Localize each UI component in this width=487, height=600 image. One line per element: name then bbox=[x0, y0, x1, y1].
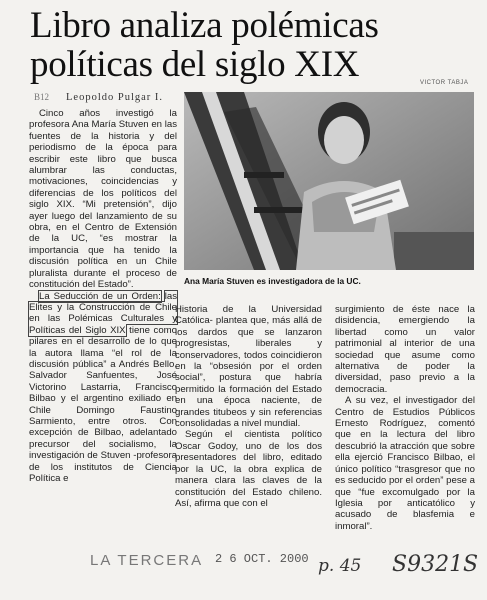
paragraph: surgimiento de éste nace la disidencia, emergiendo la libertad como un valor patrimonial al interior de una sociedad que asume como alternativa de poder la diversidad, paso previo a la democracia. bbox=[335, 304, 475, 395]
paragraph: Según el cientista político Oscar Godoy, uno de los dos presentadores del libro, editado por la UC, la obra explica de manera clara las claves de la constitución del Estado chileno. Así, afirma que con el bbox=[175, 429, 322, 509]
byline: Leopoldo Pulgar I. bbox=[66, 92, 164, 103]
page-number-note: p. 45 bbox=[318, 556, 362, 576]
paragraph bbox=[29, 291, 177, 485]
photo-credit: VICTOR TABJA bbox=[420, 80, 469, 86]
author-photo bbox=[184, 92, 474, 270]
archive-code-note: S9321S bbox=[392, 552, 479, 577]
paragraph: Cinco años investigó la profesora Ana María Stuven en las fuentes de la historia y del periodismo de la época para escribir este libro que busca alumbrar las conductas, motivaciones, coincidencias y diferencias de los políticos del siglo XIX. “Mi pretensión”, dijo ayer luego del lanzamiento de su obra, en el Centro de Extensión de la UC, “es mostrar la importancia que ha tenido la discusión política en un Chile pluralista durante el proceso de constitución del Estado”. bbox=[29, 108, 177, 291]
paragraph: A su vez, el investigador del Centro de Estudios Públicos Ernesto Rodríguez, comentó que en la lectura del libro descubrió la atracción que sobre ella ejerció Francisco Bilbao, el único político “trasgresor que no es seducido por el orden” pese a que “fue excomulgado por la Iglesia por anticatólico y acusado de blasfemia e inmoral”. bbox=[335, 395, 475, 532]
newspaper-name-stamp: LA TERCERA bbox=[90, 552, 204, 569]
book-title: La Seducción de un Orden: bbox=[39, 290, 161, 302]
paragraph-text: tiene como pilares en el desarrollo de lo que la autora llama “el rol de la discusión pública” a Andrés Bello, Salvador Sanfuentes, José Victorino Lastarria, Francisco Bilbao y el argentino exiliado en Chile Domingo Faustino Sarmiento, entre otros. Con excepción de Bilbao, adelantado precursor del socialismo, la investigación de Stuven -profesora de los institutos de Ciencia Política e bbox=[29, 324, 177, 484]
book-subtitle: las Elites y la Construcción de Chile en las Polémicas Culturales y Políticas del Siglo XIX bbox=[29, 290, 177, 336]
date-stamp: 2 6 OCT. 2000 bbox=[215, 552, 309, 566]
author-photo-image bbox=[184, 92, 474, 270]
byline-mark: B12 bbox=[34, 92, 50, 102]
column-3 bbox=[335, 304, 475, 532]
photo-caption: Ana María Stuven es investigadora de la UC. bbox=[184, 276, 361, 286]
paragraph: Historia de la Universidad Católica- plantea que, más allá de los dardos que se lanzaron progresistas, liberales y conservadores, todos coincidieron en la “obsesión por el orden social”, postura que habría permitido la formación del Estado en una época naciente, de grandes titubeos y sin referencias consolidadas a nivel mundial. bbox=[175, 304, 322, 430]
column-1 bbox=[29, 108, 177, 484]
headline: Libro analiza polémicas políticas del siglo XIX bbox=[30, 5, 379, 85]
column-2 bbox=[175, 304, 322, 509]
